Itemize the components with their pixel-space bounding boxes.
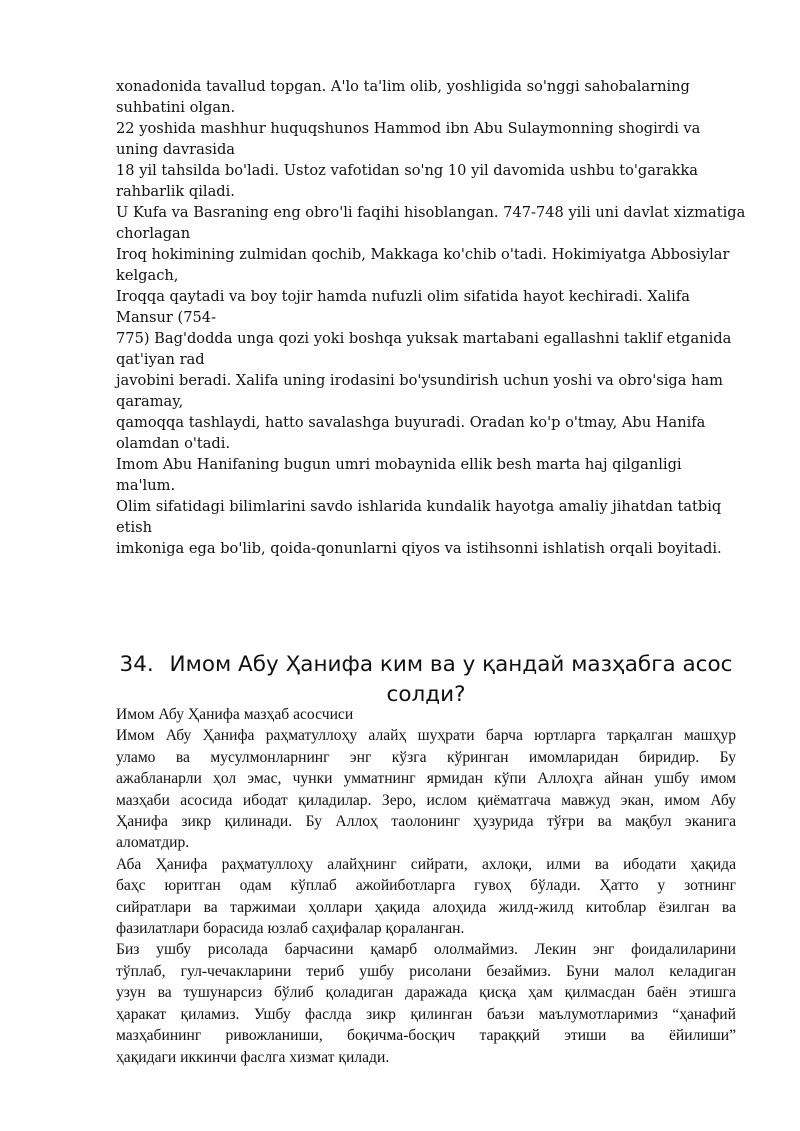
- heading-number: 34.: [119, 652, 154, 678]
- heading-line-1: [116, 650, 736, 680]
- text-line: ma'lum.: [116, 477, 176, 494]
- text-line: suhbatini olgan.: [116, 99, 236, 116]
- text-line: сийратлари ва таржимаи ҳоллари ҳақида алоҳида жилд-жилд китоблар ёзилган ва: [116, 898, 736, 916]
- text-line: 18 yil tahsilda bo'ladi. Ustoz vafotidan so'ng 10 yil davomida ushbu to'garakka: [116, 162, 698, 179]
- text-line: imkoniga ega bo'lib, qoida-qonunlarni qiyos va istihsonni ishlatish orqali boyitadi.: [116, 540, 722, 557]
- text-line: xonadonida tavallud topgan. A'lo ta'lim olib, yoshligida so'nggi sahobalarning: [116, 78, 690, 95]
- text-line: etish: [116, 519, 153, 536]
- heading-line-2: солди?: [386, 682, 466, 708]
- text-line: тўплаб, гул-чечакларини териб ушбу рисолани безаймиз. Буни малол келадиган: [116, 962, 736, 980]
- text-line: ҳаракат қиламиз. Ушбу фаслда зикр қилинган баъзи маълумотларимиз “ҳанафий: [116, 1005, 736, 1023]
- text-line: ажабланарли ҳол эмас, чунки умматнинг ярмидан кўпи Аллоҳга айнан ушбу имом: [116, 770, 736, 788]
- text-line: Iroqqa qaytadi va boy tojir hamda nufuzli olim sifatida hayot kechiradi. Xalifa: [116, 288, 690, 305]
- text-line: Биз ушбу рисолада барчасини қамарб ололмаймиз. Лекин энг фоидалиларини: [116, 941, 736, 959]
- text-line: узун ва тушунарсиз бўлиб қоладиган даражада қисқа ҳам қилмасдан баён этишга: [116, 984, 736, 1002]
- text-line: Аба Ҳанифа раҳматуллоҳу алайҳнинг сийрати, ахлоқи, илми ва ибодати ҳақида: [116, 855, 736, 873]
- paragraph-title: Имом Абу Ҳанифа мазҳаб асосчиси: [116, 706, 354, 723]
- text-line: Olim sifatidagi bilimlarini savdo ishlarida kundalik hayotga amaliy jihatdan tatbiq: [116, 498, 722, 515]
- text-line: kelgach,: [116, 267, 179, 284]
- latin-text-block: [116, 76, 746, 559]
- text-line: 22 yoshida mashhur huquqshunos Hammod ibn Abu Sulaymonning shogirdi va: [116, 120, 701, 137]
- cyrillic-text-block: [116, 704, 736, 1068]
- text-line: аломатдир.: [116, 834, 190, 852]
- text-line: javobini beradi. Xalifa uning irodasini bo'ysundirish uchun yoshi va obro'siga ham: [116, 372, 724, 389]
- text-line: Mansur (754-: [116, 309, 217, 326]
- text-line: Ҳанифа зикр қилинади. Бу Аллоҳ таолонинг ҳузурида тўғри ва мақбул эканига: [116, 813, 736, 831]
- text-line: U Kufa va Basraning eng obro'li faqihi hisoblangan. 747-748 yili uni davlat xizmatiga: [116, 204, 746, 221]
- text-line: olamdan o'tadi.: [116, 435, 231, 452]
- heading-text: Имом Абу Ҳанифа ким ва у қандай мазҳабга асос: [169, 652, 733, 678]
- text-line: Имом Абу Ҳанифа раҳматуллоҳу алайҳ шуҳрати барча юртларга тарқалган машҳур: [116, 727, 736, 745]
- text-line: qamoqqa tashlaydi, hatto savalashga buyuradi. Oradan ko'p o'tmay, Abu Hanifa: [116, 414, 706, 431]
- text-line: qat'iyan rad: [116, 351, 205, 368]
- text-line: фазилатлари борасида юзлаб саҳифалар қораланган.: [116, 920, 465, 938]
- text-line: мазҳаби асосида ибодат қиладилар. Зеро, ислом қиёматгача мавжуд экан, имом Абу: [116, 791, 736, 809]
- text-line: мазҳабининг ривожланиши, боқичма-босқич тараққий этиши ва ёйилиши”: [116, 1027, 736, 1045]
- text-line: qaramay,: [116, 393, 184, 410]
- text-line: rahbarlik qiladi.: [116, 183, 235, 200]
- text-line: 775) Bag'dodda unga qozi yoki boshqa yuksak martabani egallashni taklif etganida: [116, 330, 732, 347]
- text-line: баҳс юритган одам кўплаб ажойиботларга гувоҳ бўлади. Ҳатто у зотнинг: [116, 877, 736, 895]
- text-line: Imom Abu Hanifaning bugun umri mobaynida ellik besh marta haj qilganligi: [116, 456, 682, 473]
- text-line: уламо ва мусулмонларнинг энг кўзга кўринган имомларидан биридир. Бу: [116, 748, 736, 766]
- text-line: uning davrasida: [116, 141, 236, 158]
- text-line: ҳақидаги иккинчи фаслга хизмат қилади.: [116, 1048, 390, 1066]
- text-line: chorlagan: [116, 225, 191, 242]
- text-line: Iroq hokimining zulmidan qochib, Makkaga ko'chib o'tadi. Hokimiyatga Abbosiylar: [116, 246, 730, 263]
- section-heading: [116, 650, 736, 710]
